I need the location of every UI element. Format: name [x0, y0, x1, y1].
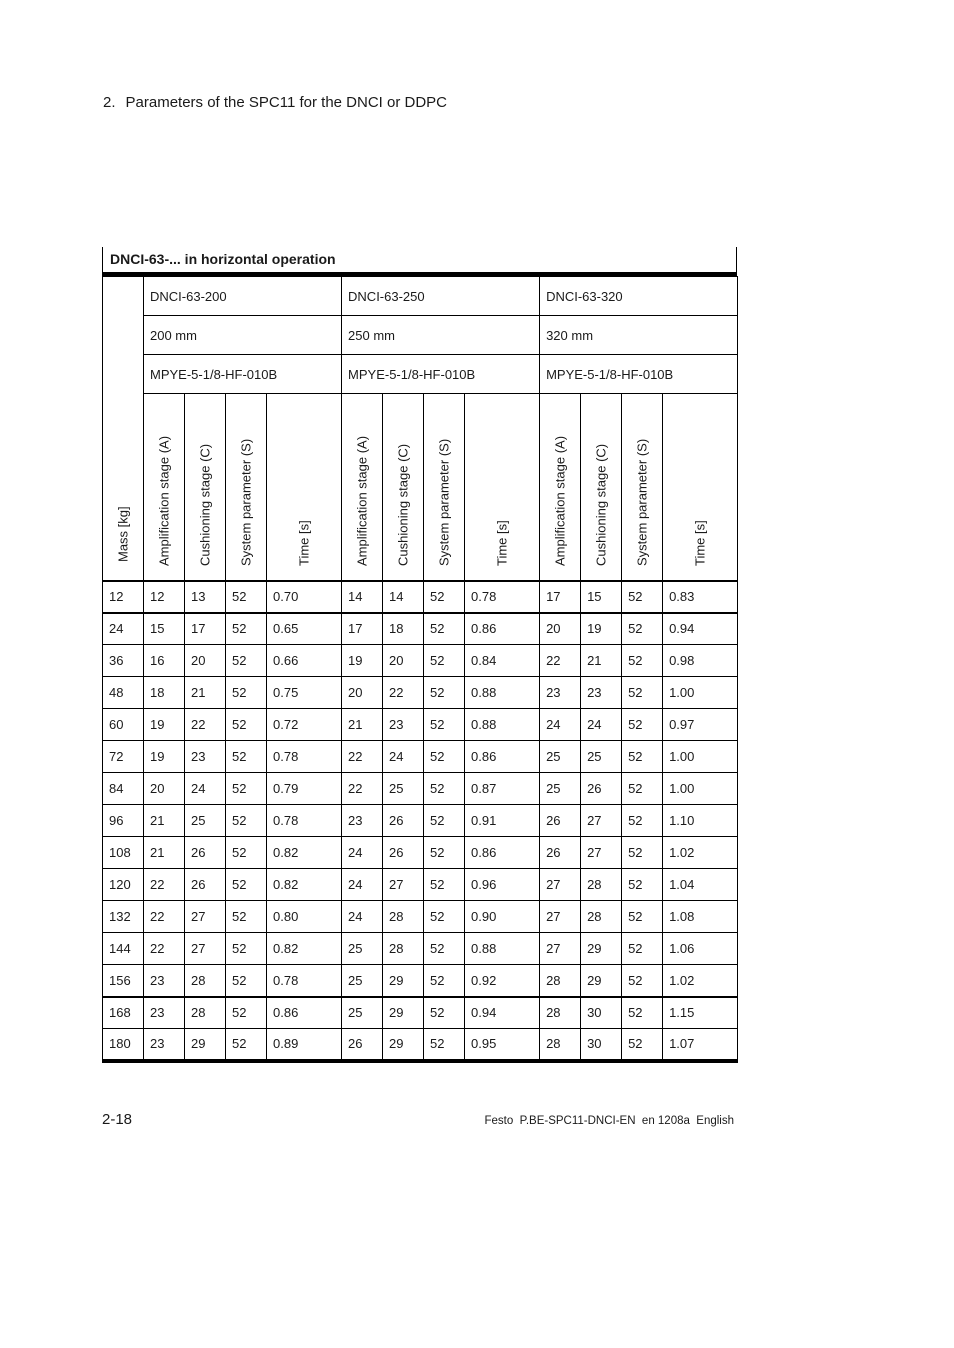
- value-cell: 19: [581, 613, 622, 645]
- value-cell: 28: [383, 933, 424, 965]
- value-cell: 52: [226, 773, 267, 805]
- value-cell: 52: [424, 805, 465, 837]
- group-type-cell: DNCI-63-320: [540, 277, 738, 316]
- value-cell: 0.78: [267, 741, 342, 773]
- mass-cell: 24: [103, 613, 144, 645]
- value-cell: 0.87: [465, 773, 540, 805]
- value-cell: 52: [226, 741, 267, 773]
- value-cell: 27: [540, 901, 581, 933]
- value-cell: 52: [622, 901, 663, 933]
- value-cell: 16: [144, 645, 185, 677]
- value-cell: 0.98: [663, 645, 738, 677]
- table-row: [103, 581, 738, 613]
- value-cell: 23: [581, 677, 622, 709]
- value-cell: 22: [144, 933, 185, 965]
- value-cell: 27: [581, 805, 622, 837]
- value-cell: 52: [622, 613, 663, 645]
- value-cell: 19: [144, 709, 185, 741]
- value-cell: 52: [226, 1029, 267, 1061]
- document-info: Festo P.BE-SPC11-DNCI-EN en 1208a English: [484, 1115, 734, 1127]
- value-cell: 22: [342, 741, 383, 773]
- value-cell: 28: [581, 901, 622, 933]
- mass-cell: 72: [103, 741, 144, 773]
- value-cell: 21: [185, 677, 226, 709]
- subheader-label: Amplification stage (A): [156, 435, 172, 566]
- value-cell: 19: [342, 645, 383, 677]
- value-cell: 0.78: [465, 581, 540, 613]
- mass-cell: 168: [103, 997, 144, 1029]
- value-cell: 25: [581, 741, 622, 773]
- value-cell: 52: [226, 997, 267, 1029]
- table-row: [103, 613, 738, 645]
- value-cell: 20: [342, 677, 383, 709]
- value-cell: 17: [185, 613, 226, 645]
- table-row: [103, 645, 738, 677]
- value-cell: 52: [622, 709, 663, 741]
- value-cell: 26: [383, 837, 424, 869]
- group-type-cell: DNCI-63-250: [342, 277, 540, 316]
- value-cell: 0.92: [465, 965, 540, 997]
- table-title: DNCI-63-... in horizontal operation: [102, 247, 737, 276]
- value-cell: 52: [424, 773, 465, 805]
- value-cell: 23: [342, 805, 383, 837]
- value-cell: 0.82: [267, 933, 342, 965]
- value-cell: 0.86: [267, 997, 342, 1029]
- section-header: [103, 94, 447, 111]
- mass-cell: 132: [103, 901, 144, 933]
- group-valve-cell: MPYE-5-1/8-HF-010B: [342, 355, 540, 394]
- value-cell: 27: [540, 869, 581, 901]
- mass-cell: 156: [103, 965, 144, 997]
- value-cell: 26: [342, 1029, 383, 1061]
- value-cell: 1.00: [663, 741, 738, 773]
- value-cell: 18: [383, 613, 424, 645]
- value-cell: 1.10: [663, 805, 738, 837]
- value-cell: 1.02: [663, 965, 738, 997]
- value-cell: 0.94: [465, 997, 540, 1029]
- group-stroke-cell: 200 mm: [144, 316, 342, 355]
- stroke-row: [103, 316, 738, 355]
- subheader-row: [103, 394, 738, 581]
- value-cell: 1.15: [663, 997, 738, 1029]
- mass-cell: 144: [103, 933, 144, 965]
- value-cell: 23: [144, 1029, 185, 1061]
- table-row: [103, 741, 738, 773]
- section-title: Parameters of the SPC11 for the DNCI or DDPC: [125, 94, 448, 111]
- value-cell: 22: [383, 677, 424, 709]
- mass-cell: 84: [103, 773, 144, 805]
- value-cell: 1.00: [663, 773, 738, 805]
- value-cell: 19: [144, 741, 185, 773]
- value-cell: 1.02: [663, 837, 738, 869]
- value-cell: 0.88: [465, 709, 540, 741]
- value-cell: 21: [144, 837, 185, 869]
- value-cell: 0.78: [267, 965, 342, 997]
- mass-cell: 96: [103, 805, 144, 837]
- value-cell: 0.88: [465, 933, 540, 965]
- value-cell: 52: [226, 709, 267, 741]
- value-cell: 0.78: [267, 805, 342, 837]
- value-cell: 12: [144, 581, 185, 613]
- value-cell: 25: [342, 965, 383, 997]
- value-cell: 52: [622, 773, 663, 805]
- mass-header: [103, 277, 144, 581]
- value-cell: 0.86: [465, 613, 540, 645]
- value-cell: 27: [383, 869, 424, 901]
- value-cell: 22: [342, 773, 383, 805]
- value-cell: 15: [581, 581, 622, 613]
- mass-cell: 120: [103, 869, 144, 901]
- value-cell: 0.82: [267, 869, 342, 901]
- value-cell: 28: [185, 965, 226, 997]
- value-cell: 24: [342, 837, 383, 869]
- table-row: [103, 901, 738, 933]
- value-cell: 21: [342, 709, 383, 741]
- value-cell: 0.97: [663, 709, 738, 741]
- value-cell: 23: [540, 677, 581, 709]
- value-cell: 29: [383, 997, 424, 1029]
- parameter-table-container: [102, 247, 737, 1063]
- value-cell: 0.89: [267, 1029, 342, 1061]
- subheader-cell: [185, 394, 226, 581]
- value-cell: 25: [342, 933, 383, 965]
- value-cell: 0.80: [267, 901, 342, 933]
- mass-cell: 48: [103, 677, 144, 709]
- value-cell: 52: [424, 581, 465, 613]
- value-cell: 52: [424, 1029, 465, 1061]
- value-cell: 24: [342, 869, 383, 901]
- value-cell: 22: [144, 901, 185, 933]
- value-cell: 23: [144, 997, 185, 1029]
- group-stroke-cell: 320 mm: [540, 316, 738, 355]
- subheader-label: Cushioning stage (C): [395, 443, 411, 566]
- value-cell: 26: [581, 773, 622, 805]
- value-cell: 20: [144, 773, 185, 805]
- value-cell: 29: [383, 965, 424, 997]
- value-cell: 26: [185, 869, 226, 901]
- value-cell: 20: [540, 613, 581, 645]
- table-row: [103, 709, 738, 741]
- value-cell: 28: [540, 965, 581, 997]
- value-cell: 52: [622, 805, 663, 837]
- subheader-label: Amplification stage (A): [552, 435, 568, 566]
- table-row: [103, 869, 738, 901]
- value-cell: 52: [226, 901, 267, 933]
- value-cell: 27: [185, 933, 226, 965]
- subheader-label: System parameter (S): [634, 438, 650, 566]
- value-cell: 15: [144, 613, 185, 645]
- mass-cell: 12: [103, 581, 144, 613]
- value-cell: 0.72: [267, 709, 342, 741]
- value-cell: 30: [581, 997, 622, 1029]
- group-type-cell: DNCI-63-200: [144, 277, 342, 316]
- value-cell: 26: [185, 837, 226, 869]
- value-cell: 52: [226, 965, 267, 997]
- value-cell: 22: [144, 869, 185, 901]
- subheader-label: System parameter (S): [238, 438, 254, 566]
- value-cell: 28: [540, 1029, 581, 1061]
- subheader-cell: [663, 394, 738, 581]
- value-cell: 28: [581, 869, 622, 901]
- value-cell: 52: [622, 933, 663, 965]
- value-cell: 52: [622, 677, 663, 709]
- value-cell: 25: [540, 773, 581, 805]
- value-cell: 23: [144, 965, 185, 997]
- value-cell: 27: [185, 901, 226, 933]
- value-cell: 25: [185, 805, 226, 837]
- value-cell: 17: [540, 581, 581, 613]
- value-cell: 52: [424, 709, 465, 741]
- value-cell: 24: [540, 709, 581, 741]
- value-cell: 52: [424, 645, 465, 677]
- value-cell: 0.70: [267, 581, 342, 613]
- mass-cell: 180: [103, 1029, 144, 1061]
- table-row: [103, 1029, 738, 1061]
- value-cell: 18: [144, 677, 185, 709]
- value-cell: 23: [185, 741, 226, 773]
- group-stroke-cell: 250 mm: [342, 316, 540, 355]
- table-row: [103, 677, 738, 709]
- value-cell: 52: [226, 869, 267, 901]
- value-cell: 52: [424, 933, 465, 965]
- value-cell: 25: [342, 997, 383, 1029]
- value-cell: 1.06: [663, 933, 738, 965]
- table-row: [103, 837, 738, 869]
- group-valve-cell: MPYE-5-1/8-HF-010B: [144, 355, 342, 394]
- value-cell: 22: [540, 645, 581, 677]
- subheader-cell: [465, 394, 540, 581]
- value-cell: 0.88: [465, 677, 540, 709]
- value-cell: 52: [226, 933, 267, 965]
- value-cell: 52: [622, 1029, 663, 1061]
- subheader-cell: [226, 394, 267, 581]
- value-cell: 29: [581, 965, 622, 997]
- value-cell: 1.07: [663, 1029, 738, 1061]
- value-cell: 0.75: [267, 677, 342, 709]
- value-cell: 22: [185, 709, 226, 741]
- value-cell: 52: [622, 997, 663, 1029]
- value-cell: 26: [540, 805, 581, 837]
- value-cell: 52: [622, 741, 663, 773]
- value-cell: 52: [622, 837, 663, 869]
- value-cell: 52: [424, 901, 465, 933]
- type-row: [103, 277, 738, 316]
- subheader-cell: [581, 394, 622, 581]
- value-cell: 29: [185, 1029, 226, 1061]
- value-cell: 52: [424, 997, 465, 1029]
- value-cell: 0.90: [465, 901, 540, 933]
- value-cell: 0.83: [663, 581, 738, 613]
- value-cell: 0.86: [465, 837, 540, 869]
- value-cell: 52: [622, 581, 663, 613]
- value-cell: 0.65: [267, 613, 342, 645]
- value-cell: 52: [424, 613, 465, 645]
- mass-cell: 108: [103, 837, 144, 869]
- parameter-table: [102, 276, 738, 1063]
- value-cell: 28: [383, 901, 424, 933]
- mass-label: Mass [kg]: [115, 505, 131, 562]
- value-cell: 20: [185, 645, 226, 677]
- mass-cell: 60: [103, 709, 144, 741]
- value-cell: 21: [581, 645, 622, 677]
- value-cell: 0.91: [465, 805, 540, 837]
- value-cell: 52: [622, 869, 663, 901]
- value-cell: 14: [342, 581, 383, 613]
- value-cell: 21: [144, 805, 185, 837]
- value-cell: 52: [226, 837, 267, 869]
- value-cell: 1.00: [663, 677, 738, 709]
- subheader-cell: [424, 394, 465, 581]
- value-cell: 13: [185, 581, 226, 613]
- value-cell: 28: [185, 997, 226, 1029]
- subheader-label: Time [s]: [494, 519, 510, 566]
- value-cell: 0.94: [663, 613, 738, 645]
- value-cell: 24: [185, 773, 226, 805]
- value-cell: 23: [383, 709, 424, 741]
- value-cell: 27: [581, 837, 622, 869]
- value-cell: 27: [540, 933, 581, 965]
- value-cell: 26: [383, 805, 424, 837]
- value-cell: 29: [581, 933, 622, 965]
- value-cell: 52: [226, 805, 267, 837]
- value-cell: 20: [383, 645, 424, 677]
- value-cell: 52: [424, 677, 465, 709]
- value-cell: 29: [383, 1029, 424, 1061]
- table-row: [103, 933, 738, 965]
- section-number: 2.: [103, 94, 116, 111]
- value-cell: 0.66: [267, 645, 342, 677]
- value-cell: 52: [424, 741, 465, 773]
- page-number: 2-18: [102, 1111, 133, 1128]
- subheader-label: Cushioning stage (C): [593, 443, 609, 566]
- value-cell: 14: [383, 581, 424, 613]
- subheader-label: Amplification stage (A): [354, 435, 370, 566]
- value-cell: 28: [540, 997, 581, 1029]
- subheader-label: Time [s]: [296, 519, 312, 566]
- value-cell: 52: [226, 613, 267, 645]
- table-row: [103, 965, 738, 997]
- value-cell: 52: [226, 581, 267, 613]
- table-row: [103, 773, 738, 805]
- value-cell: 52: [622, 645, 663, 677]
- value-cell: 17: [342, 613, 383, 645]
- value-cell: 0.79: [267, 773, 342, 805]
- group-valve-cell: MPYE-5-1/8-HF-010B: [540, 355, 738, 394]
- value-cell: 24: [383, 741, 424, 773]
- value-cell: 0.95: [465, 1029, 540, 1061]
- subheader-cell: [342, 394, 383, 581]
- subheader-cell: [144, 394, 185, 581]
- valve-row: [103, 355, 738, 394]
- value-cell: 52: [424, 965, 465, 997]
- value-cell: 25: [383, 773, 424, 805]
- table-row: [103, 805, 738, 837]
- value-cell: 52: [622, 965, 663, 997]
- value-cell: 52: [226, 645, 267, 677]
- value-cell: 1.08: [663, 901, 738, 933]
- value-cell: 52: [424, 869, 465, 901]
- table-row: [103, 997, 738, 1029]
- value-cell: 30: [581, 1029, 622, 1061]
- value-cell: 26: [540, 837, 581, 869]
- mass-cell: 36: [103, 645, 144, 677]
- subheader-label: Time [s]: [692, 519, 708, 566]
- value-cell: 0.96: [465, 869, 540, 901]
- subheader-label: System parameter (S): [436, 438, 452, 566]
- subheader-cell: [540, 394, 581, 581]
- value-cell: 0.84: [465, 645, 540, 677]
- subheader-label: Cushioning stage (C): [197, 443, 213, 566]
- subheader-cell: [267, 394, 342, 581]
- value-cell: 1.04: [663, 869, 738, 901]
- value-cell: 24: [581, 709, 622, 741]
- value-cell: 52: [424, 837, 465, 869]
- value-cell: 0.86: [465, 741, 540, 773]
- value-cell: 25: [540, 741, 581, 773]
- value-cell: 0.82: [267, 837, 342, 869]
- subheader-cell: [383, 394, 424, 581]
- subheader-cell: [622, 394, 663, 581]
- value-cell: 24: [342, 901, 383, 933]
- value-cell: 52: [226, 677, 267, 709]
